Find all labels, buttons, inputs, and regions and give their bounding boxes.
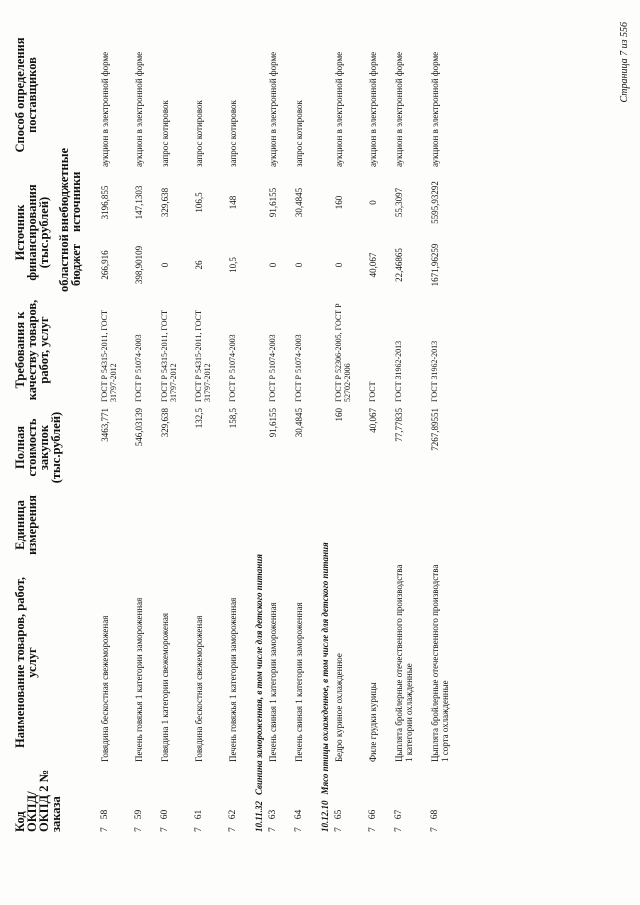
- cell-cost: 158,5: [228, 408, 238, 429]
- cell-fin-regional: 266,916: [100, 250, 110, 280]
- cell-order-number: [366, 765, 380, 835]
- cell-order-number: [132, 765, 146, 835]
- cell-fin-extra: 160: [334, 195, 344, 210]
- cell-name: Говядина бескостная свежемороженая: [100, 615, 110, 762]
- cell-order-number: [332, 765, 354, 835]
- table-row: [226, 20, 240, 835]
- cell-method: аукцион в электронной форме: [134, 51, 144, 167]
- cell-order-number: [266, 765, 280, 835]
- order-prefix: 7: [228, 827, 238, 832]
- cell-fin-extra: 0: [368, 200, 378, 205]
- table-row: [192, 20, 214, 835]
- order-number: 62: [228, 809, 238, 820]
- cell-fin-extra: 91,6155: [268, 187, 278, 218]
- header-cost: Полная стоимость закупок (тыс.рублей): [13, 411, 63, 484]
- cell-order-number: [392, 765, 416, 835]
- header-fin-extra: внебюджетные источники: [57, 147, 83, 232]
- header-method: Способ определения поставщиков: [13, 37, 39, 153]
- order-prefix: 7: [100, 827, 110, 832]
- cell-fin-regional: 22,46865: [394, 248, 404, 282]
- order-number: 58: [100, 809, 110, 820]
- cell-requirements: ГОСТ Р 51074-2003: [134, 334, 143, 402]
- section-code: 10.11.32: [254, 800, 264, 832]
- cell-order-number: [98, 765, 120, 835]
- cell-cost: 77,77835: [394, 408, 404, 442]
- cell-method: аукцион в электронной форме: [430, 51, 440, 167]
- cell-name: Печень свиная 1 категории замороженная: [294, 602, 304, 762]
- cell-fin-extra: 148: [228, 195, 238, 210]
- cell-fin-regional: 0: [294, 262, 304, 268]
- cell-unit: [132, 490, 146, 560]
- cell-order-number: [158, 765, 180, 835]
- cell-unit: [366, 490, 380, 560]
- order-prefix: 7: [394, 827, 404, 832]
- cell-method: запрос котировок: [194, 100, 204, 167]
- cell-unit: [158, 490, 180, 560]
- table-header-row: [10, 20, 54, 835]
- cell-name: Цыплята бройлерные отечественного производства 1 сорта охлажденные: [430, 564, 450, 762]
- cell-method: аукцион в электронной форме: [394, 51, 404, 167]
- order-prefix: 7: [134, 827, 144, 832]
- cell-order-number: [226, 765, 240, 835]
- page-number: Страница 7 из 556: [619, 22, 630, 103]
- cell-method: аукцион в электронной форме: [334, 51, 344, 167]
- cell-method: аукцион в электронной форме: [268, 51, 278, 167]
- cell-method: аукцион в электронной форме: [368, 51, 378, 167]
- cell-order-number: [292, 765, 306, 835]
- cell-fin-regional: 26: [194, 260, 204, 270]
- cell-name: Говядина 1 категории свежемороженая: [160, 613, 170, 762]
- header-unit: Единица измерения: [13, 495, 39, 555]
- order-prefix: 7: [294, 827, 304, 832]
- order-prefix: 7: [430, 827, 440, 832]
- order-number: 65: [334, 809, 344, 820]
- header-fin-regional: областной бюджет: [57, 234, 83, 292]
- cell-fin-extra: 5595,93292: [430, 181, 440, 224]
- order-number: 59: [134, 809, 144, 820]
- order-prefix: 7: [368, 827, 378, 832]
- table-row: [428, 20, 452, 835]
- cell-fin-regional: 0: [160, 262, 170, 268]
- cell-requirements: ГОСТ Р 54315-2011, ГОСТ 31797-2012: [100, 310, 118, 402]
- cell-name: Печень говяжья 1 категории замороженная: [228, 597, 238, 762]
- cell-unit: [192, 490, 214, 560]
- order-number: 66: [368, 809, 378, 820]
- cell-fin-extra: 329,638: [160, 187, 170, 218]
- cell-name: Филе грудки курицы: [368, 682, 378, 762]
- cell-name: Печень свиная 1 категории замороженная: [268, 602, 278, 762]
- header-code: Код ОКПД/ ОКПД 2 № заказа: [13, 769, 63, 832]
- table-row: [158, 20, 180, 835]
- cell-order-number: [192, 765, 214, 835]
- cell-fin-regional: 40,067: [368, 252, 378, 278]
- cell-fin-regional: 0: [334, 262, 344, 268]
- cell-unit: [428, 490, 452, 560]
- table-row: [132, 20, 146, 835]
- order-prefix: 7: [160, 827, 170, 832]
- cell-unit: [392, 490, 416, 560]
- cell-method: запрос котировок: [294, 100, 304, 167]
- cell-name: Цыплята бройлерные отечественного производства 1 категории охлажденные: [394, 564, 414, 762]
- section-title: Мясо птицы охлажденное, в том числе для детского питания: [320, 542, 330, 795]
- table-row: [98, 20, 120, 835]
- procurement-table: [10, 20, 464, 835]
- cell-method: запрос котировок: [160, 100, 170, 167]
- section-code: 10.12.10: [320, 800, 330, 832]
- cell-name: Бедро куриное охлажденное: [334, 653, 344, 762]
- cell-requirements: ГОСТ Р 51074-2003: [294, 334, 303, 402]
- header-requirements: Требования к качеству товаров, работ, услуг: [13, 299, 51, 401]
- header-financing: Источник финансирования (тыс.рублей): [13, 184, 51, 281]
- cell-fin-regional: 1671,96259: [430, 243, 440, 287]
- cell-requirements: ГОСТ Р 51074-2003: [268, 334, 277, 402]
- table-row: [366, 20, 380, 835]
- table-body: [98, 20, 464, 835]
- cell-cost: 3463,771: [100, 408, 110, 442]
- cell-requirements: ГОСТ Р 54315-2011, ГОСТ 31797-2012: [194, 310, 212, 402]
- cell-fin-extra: 55,3097: [394, 187, 404, 218]
- order-number: 60: [160, 809, 170, 820]
- cell-fin-regional: 0: [268, 262, 278, 268]
- cell-method: аукцион в электронной форме: [100, 51, 110, 167]
- cell-order-number: [428, 765, 452, 835]
- table-row: [392, 20, 416, 835]
- order-number: 63: [268, 809, 278, 820]
- cell-fin-extra: 106,5: [194, 192, 204, 213]
- cell-cost: 40,067: [368, 408, 378, 433]
- cell-unit: [98, 490, 120, 560]
- table-row: [332, 20, 354, 835]
- cell-fin-extra: 3196,855: [100, 185, 110, 220]
- cell-requirements: ГОСТ Р 52306-2005, ГОСТ Р 52702-2006: [334, 303, 352, 402]
- cell-unit: [266, 490, 280, 560]
- cell-cost: 160: [334, 408, 344, 422]
- cell-requirements: ГОСТ: [368, 381, 377, 402]
- cell-cost: 7267,89551: [430, 408, 440, 451]
- cell-method: запрос котировок: [228, 100, 238, 167]
- cell-requirements: ГОСТ 31962-2013: [430, 340, 439, 402]
- cell-requirements: ГОСТ 31962-2013: [394, 340, 403, 402]
- cell-cost: 91,6155: [268, 408, 278, 438]
- order-number: 64: [294, 809, 304, 820]
- section-row: [318, 20, 332, 835]
- cell-unit: [292, 490, 306, 560]
- cell-fin-regional: 398,90109: [134, 245, 144, 285]
- cell-unit: [332, 490, 354, 560]
- cell-cost: 30,4845: [294, 408, 304, 438]
- cell-fin-regional: 10,5: [228, 257, 238, 273]
- cell-name: Печень говяжья 1 категории замороженная: [134, 597, 144, 762]
- cell-requirements: ГОСТ Р 54315-2011, ГОСТ 31797-2012: [160, 310, 178, 402]
- header-name: Наименование товаров, работ, услуг: [13, 577, 39, 748]
- cell-cost: 329,638: [160, 408, 170, 438]
- order-prefix: 7: [268, 827, 278, 832]
- order-number: 67: [394, 809, 404, 820]
- cell-cost: 132,5: [194, 408, 204, 429]
- order-number: 68: [430, 809, 440, 820]
- cell-cost: 546,03139: [134, 408, 144, 447]
- cell-fin-extra: 147,1303: [134, 185, 144, 220]
- table-row: [266, 20, 280, 835]
- table-row: [292, 20, 306, 835]
- cell-fin-extra: 30,4845: [294, 187, 304, 218]
- order-number: 61: [194, 809, 204, 820]
- section-title: Свинина замороженная, в том числе для детского питания: [254, 554, 264, 795]
- cell-unit: [226, 490, 240, 560]
- order-prefix: 7: [194, 827, 204, 832]
- order-prefix: 7: [334, 827, 344, 832]
- section-row: [252, 20, 266, 835]
- cell-requirements: ГОСТ Р 51074-2003: [228, 334, 237, 402]
- cell-name: Говядина бескостная свежемороженая: [194, 615, 204, 762]
